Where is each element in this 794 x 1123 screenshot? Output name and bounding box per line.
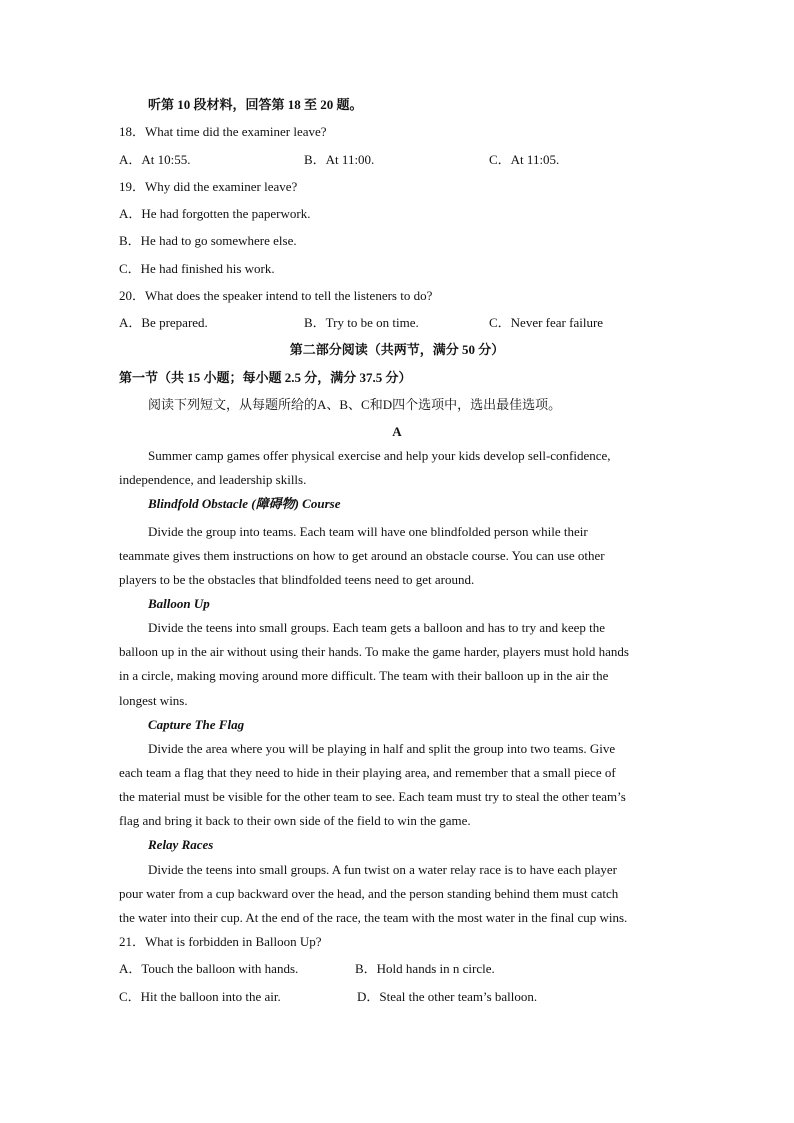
- q20-option-b: B．Try to be on time.: [304, 315, 419, 330]
- paragraph-line: each team a flag that they need to hide in their playing area, and remember that a small piece of: [119, 765, 616, 780]
- paragraph-line: in a circle, making moving around more difficult. The team with their balloon up in the air the: [119, 668, 609, 683]
- q21-option-c: C．Hit the balloon into the air.: [119, 989, 281, 1004]
- listening-instruction: 听第 10 段材料，回答第 18 至 20 题。: [148, 97, 363, 112]
- q21-option-a: A．Touch the balloon with hands.: [119, 961, 299, 976]
- section-one-title: 第一节（共 15 小题；每小题 2.5 分，满分 37.5 分）: [119, 370, 412, 385]
- intro-line: independence, and leadership skills.: [119, 472, 307, 487]
- passage-label: A: [392, 424, 402, 439]
- section-heading-capture-the-flag: Capture The Flag: [148, 717, 245, 732]
- q19-option-b: B．He had to go somewhere else.: [119, 233, 297, 248]
- q18-option-b: B．At 11:00.: [304, 152, 375, 167]
- paragraph-line: the water into their cup. At the end of the race, the team with the most water in the final cup wins.: [119, 910, 628, 925]
- paragraph-line: Divide the teens into small groups. Each team gets a balloon and has to try and keep the: [148, 620, 606, 635]
- reading-instruction: 阅读下列短文，从每题所给的A、B、C和D四个选项中，选出最佳选项。: [148, 397, 562, 412]
- paragraph-line: Divide the group into teams. Each team will have one blindfolded person while their: [148, 524, 588, 539]
- section-heading-relay-races: Relay Races: [148, 837, 214, 852]
- q19-option-c: C．He had finished his work.: [119, 261, 275, 276]
- q20-option-c: C．Never fear failure: [489, 315, 604, 330]
- intro-line: Summer camp games offer physical exercise and help your kids develop sell-confidence,: [148, 448, 611, 463]
- section-heading-balloon-up: Balloon Up: [148, 596, 210, 611]
- q21-option-d: D．Steal the other team’s balloon.: [357, 989, 538, 1004]
- question-19-stem: 19．Why did the examiner leave?: [119, 179, 298, 194]
- section-heading-blindfold: Blindfold Obstacle (障碍物) Course: [148, 496, 341, 511]
- part-two-title: 第二部分阅读（共两节，满分 50 分）: [289, 342, 505, 357]
- paragraph-line: pour water from a cup backward over the head, and the person standing behind them must catch: [119, 886, 619, 901]
- q19-option-a: A．He had forgotten the paperwork.: [119, 206, 311, 221]
- paragraph-line: balloon up in the air without using their hands. To make the game harder, players must hold hands: [119, 644, 629, 659]
- q20-option-a: A．Be prepared.: [119, 315, 208, 330]
- paragraph-line: Divide the area where you will be playing in half and split the group into two teams. Give: [148, 741, 616, 756]
- paragraph-line: flag and bring it back to their own side of the field to win the game.: [119, 813, 471, 828]
- q18-option-a: A．At 10:55.: [119, 152, 191, 167]
- paragraph-line: teammate gives them instructions on how to get around an obstacle course. You can use other: [119, 548, 605, 563]
- paragraph-line: Divide the teens into small groups. A fun twist on a water relay race is to have each player: [148, 862, 617, 877]
- q18-option-c: C．At 11:05.: [489, 152, 560, 167]
- paragraph-line: the material must be visible for the other team to see. Each team must try to steal the other team’s: [119, 789, 626, 804]
- paragraph-line: players to be the obstacles that blindfolded teens need to get around.: [119, 572, 475, 587]
- question-20-stem: 20．What does the speaker intend to tell the listeners to do?: [119, 288, 433, 303]
- q21-option-b: B．Hold hands in n circle.: [355, 961, 495, 976]
- question-18-stem: 18．What time did the examiner leave?: [119, 124, 327, 139]
- paragraph-line: longest wins.: [119, 693, 188, 708]
- question-21-stem: 21．What is forbidden in Balloon Up?: [119, 934, 322, 949]
